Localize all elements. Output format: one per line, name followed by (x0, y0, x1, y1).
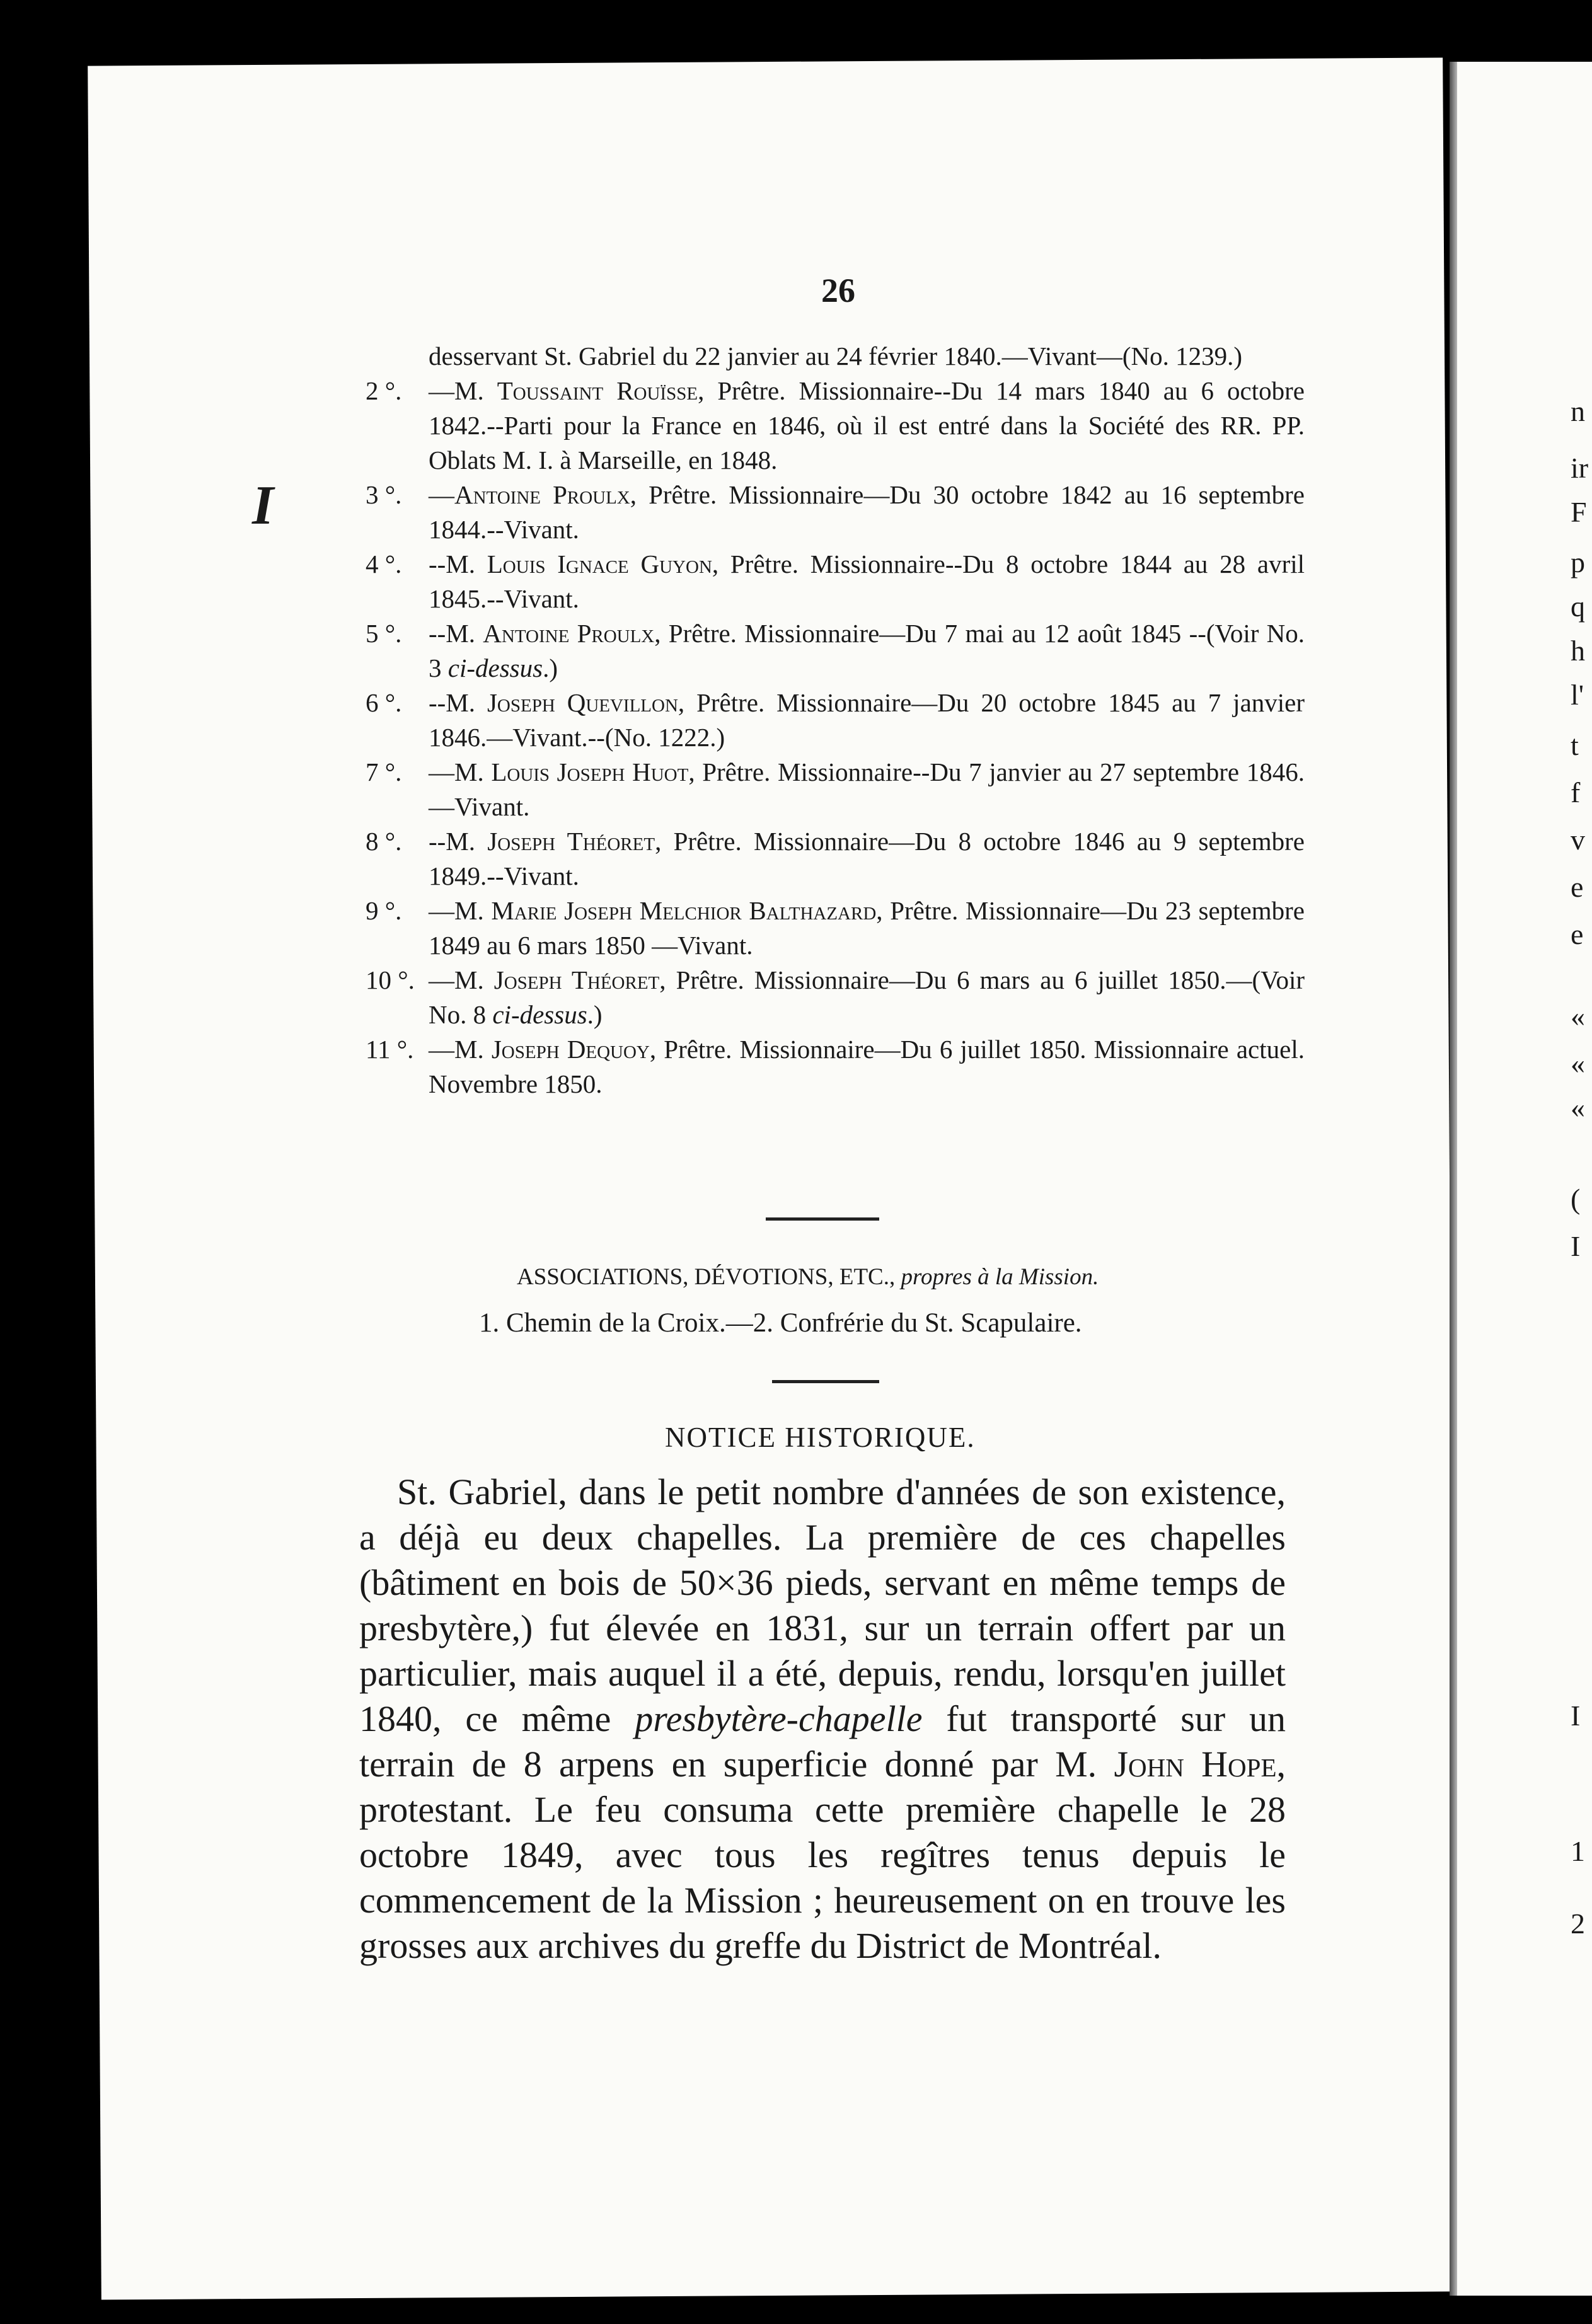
entry-text: --M. Joseph Théoret, Prêtre. Missionnaire—Du 8 octobre 1846 au 9 septembre 1849.--Vivant. (429, 827, 1305, 890)
incumbent-entry (366, 547, 1305, 616)
adjacent-page-glyph: q (1571, 590, 1585, 623)
entry-number: 5 °. (366, 619, 402, 648)
entry-text: —M. Marie Joseph Melchior Balthazard, Prêtre. Missionnaire—Du 23 septembre 1849 au 6 mars 1850 —Vivant. (429, 896, 1305, 960)
adjacent-page-glyph: I (1571, 1230, 1581, 1262)
entry-text: desservant St. Gabriel du 22 janvier au 24 février 1840.—Vivant—(No. 1239.) (429, 342, 1242, 371)
adjacent-page-glyph: e (1571, 918, 1584, 950)
associations-heading-caps: ASSOCIATIONS, DÉVOTIONS, ETC., (517, 1264, 896, 1290)
entry-text: --M. Joseph Quevillon, Prêtre. Missionnaire—Du 20 octobre 1845 au 7 janvier 1846.—Vivant.--(No. 1222.) (429, 688, 1305, 752)
adjacent-page-glyph: t (1571, 729, 1579, 761)
incumbent-entry (366, 616, 1305, 686)
incumbent-entry (366, 339, 1305, 374)
associations-list: 1. Chemin de la Croix.—2. Confrérie du St. Scapulaire. (479, 1308, 1082, 1338)
entry-text: —M. Joseph Théoret, Prêtre. Missionnaire—Du 6 mars au 6 juillet 1850.—(Voir No. 8 ci-dessus.) (429, 965, 1305, 1029)
incumbent-entry (366, 755, 1305, 824)
incumbent-entry (366, 824, 1305, 894)
entry-text: —M. Louis Joseph Huot, Prêtre. Missionnaire--Du 7 janvier au 27 septembre 1846.—Vivant. (429, 757, 1305, 821)
adjacent-page-glyph: l' (1571, 679, 1584, 711)
incumbent-entry (366, 963, 1305, 1032)
entry-number: 7 °. (366, 757, 402, 786)
page-number: 26 (821, 272, 855, 309)
adjacent-page-glyph: I (1571, 1700, 1581, 1732)
entry-number: 2 °. (366, 376, 402, 405)
section-divider (766, 1217, 879, 1221)
incumbent-entry (366, 374, 1305, 478)
entry-number: 9 °. (366, 896, 402, 925)
incumbent-entry (366, 478, 1305, 547)
adjacent-page-glyph: ( (1571, 1183, 1581, 1215)
entry-number: 10 °. (366, 965, 415, 994)
entry-number: 3 °. (366, 480, 402, 509)
adjacent-page-glyph: « (1571, 1047, 1585, 1079)
entry-text: —M. Joseph Dequoy, Prêtre. Missionnaire—Du 6 juillet 1850. Missionnaire actuel. Novembre 1850. (429, 1035, 1305, 1098)
adjacent-page-glyph: p (1571, 546, 1585, 578)
entry-number: 8 °. (366, 827, 402, 856)
adjacent-page-glyph: e (1571, 871, 1584, 903)
entry-text: —Antoine Proulx, Prêtre. Missionnaire—Du 30 octobre 1842 au 16 septembre 1844.--Vivant. (429, 480, 1305, 544)
entry-text: --M. Louis Ignace Guyon, Prêtre. Missionnaire--Du 8 octobre 1844 au 28 avril 1845.--Vivant. (429, 549, 1305, 613)
adjacent-page-glyph: « (1571, 1000, 1585, 1032)
entry-number: 4 °. (366, 549, 402, 578)
entry-text: —M. Toussaint Rouïsse, Prêtre. Missionnaire--Du 14 mars 1840 au 6 octobre 1842.--Parti pour la France en 1846, où il est entré dans la Société des RR. PP. Oblats M. I. à Marseille, en 1848. (429, 376, 1305, 475)
adjacent-page-glyph: 1 (1571, 1835, 1585, 1867)
incumbent-entry (366, 686, 1305, 755)
section-divider (772, 1380, 879, 1383)
adjacent-page-glyph: ir (1571, 452, 1589, 484)
incumbent-entry (366, 1032, 1305, 1102)
entry-number: 11 °. (366, 1035, 414, 1064)
incumbent-entry (366, 894, 1305, 963)
entry-text: --M. Antoine Proulx, Prêtre. Missionnaire—Du 7 mai au 12 août 1845 --(Voir No. 3 ci-dessus.) (429, 619, 1305, 682)
adjacent-page-glyph: F (1571, 496, 1587, 528)
adjacent-page-glyph: « (1571, 1091, 1585, 1124)
associations-heading (517, 1263, 1147, 1291)
associations-heading-italic: propres à la Mission. (901, 1264, 1099, 1290)
adjacent-page-glyph: n (1571, 395, 1585, 427)
notice-title: NOTICE HISTORIQUE. (665, 1422, 976, 1453)
margin-annotation: I (252, 475, 274, 536)
adjacent-page-glyph: 2 (1571, 1907, 1585, 1940)
adjacent-page-glyph: v (1571, 824, 1585, 856)
adjacent-page-glyph: h (1571, 635, 1585, 667)
incumbents-list (366, 339, 1305, 1102)
notice-body: St. Gabriel, dans le petit nombre d'années de son existence, a déjà eu deux chapelles. La première de ces chapelles (bâtiment en bois de 50×36 pieds, servant en même temps de presbytère,) fut élevée en 1831, sur un terrain offert par un particulier, mais auquel il a été, depuis, rendu, lorsqu'en juillet 1840, ce même presbytère-chapelle fut transporté sur un terrain de 8 arpens en superficie donné par M. John Hope, protestant. Le feu consuma cette première chapelle le 28 octobre 1849, avec tous les regîtres tenus depuis le commencement de la Mission ; heureusement on en trouve les grosses aux archives du greffe du District de Montréal. (359, 1471, 1286, 1966)
entry-number: 6 °. (366, 688, 402, 717)
adjacent-page-glyph: f (1571, 776, 1581, 808)
